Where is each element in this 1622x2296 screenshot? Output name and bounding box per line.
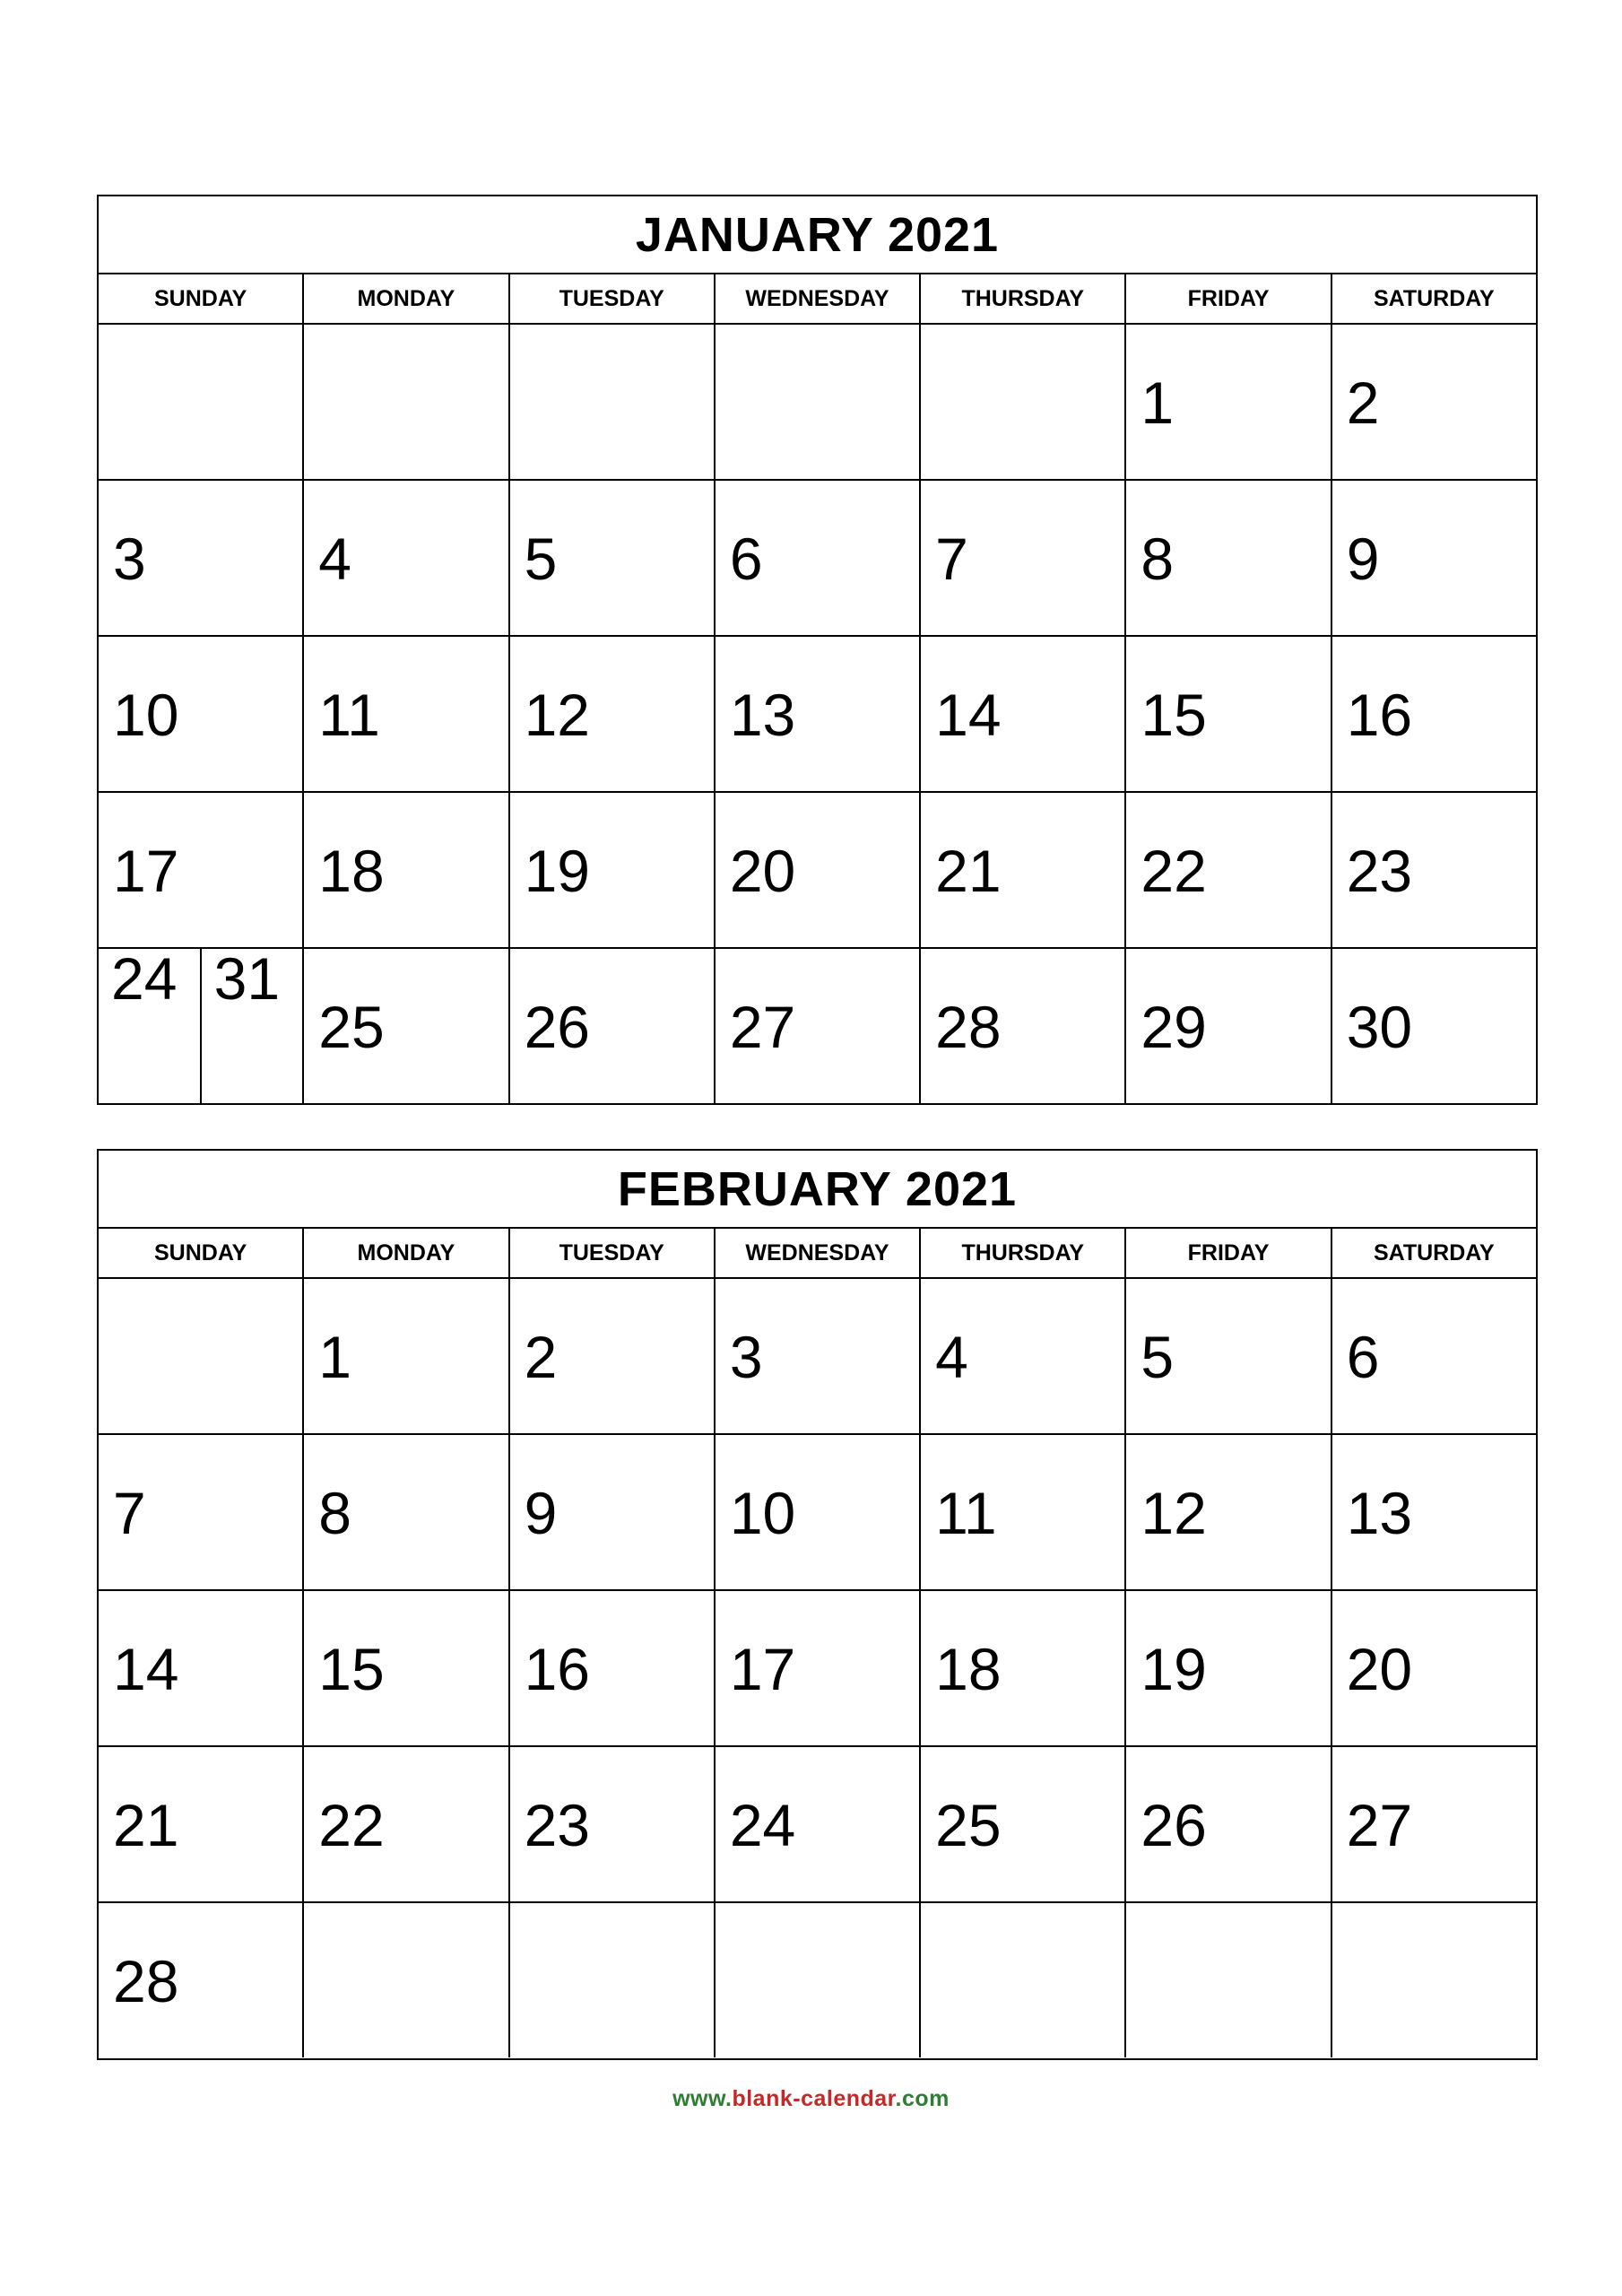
day-cell [716,1591,921,1745]
day-number: 19 [1141,1636,1207,1702]
day-cell [716,325,921,479]
day-number: 24 [111,945,178,1012]
day-number: 8 [318,1480,351,1546]
day-cell [304,1435,509,1589]
day-number: 7 [113,1480,146,1546]
day-cell [510,1903,716,2057]
day-cell [921,637,1126,791]
weekday-label: SUNDAY [99,1229,304,1277]
day-number: 6 [1346,1324,1380,1390]
day-number: 21 [113,1792,179,1858]
day-number: 29 [1141,994,1207,1060]
day-number: 3 [729,1324,763,1390]
day-cell [510,1747,716,1901]
day-cell [510,1435,716,1589]
day-cell [304,793,509,947]
day-cell [99,637,304,791]
day-number [99,1279,113,1433]
weekday-label: FRIDAY [1126,274,1331,323]
day-cell [921,1279,1126,1433]
day-number [510,1903,525,2057]
day-number: 13 [729,682,796,748]
day-cell [1332,1591,1536,1745]
day-number: 12 [1141,1480,1207,1546]
day-number: 6 [729,526,763,592]
day-number [921,325,935,479]
day-cell [510,481,716,635]
day-cell [1126,949,1331,1103]
day-cell [304,1747,509,1901]
day-number: 28 [113,1948,179,2014]
day-cell [1126,793,1331,947]
day-cell [304,1279,509,1433]
week-row [99,793,1536,949]
month-title: JANUARY 2021 [99,196,1536,274]
day-number: 2 [1346,370,1380,436]
day-number: 31 [213,945,281,1012]
day-number: 10 [729,1480,796,1546]
day-number: 21 [935,838,1002,904]
day-number: 20 [1346,1636,1413,1702]
weekday-label: TUESDAY [510,1229,716,1277]
day-number: 7 [935,526,968,592]
day-number: 22 [1141,838,1207,904]
day-number: 12 [524,682,590,748]
day-cell [99,1591,304,1745]
split-day-half [200,945,303,1103]
day-cell [510,1279,716,1433]
day-cell [510,793,716,947]
day-cell [99,481,304,635]
day-number: 18 [935,1636,1002,1702]
day-cell [716,1435,921,1589]
february-calendar [97,1149,1538,2060]
day-number: 1 [318,1324,351,1390]
day-cell [99,1747,304,1901]
day-cell [1126,481,1331,635]
day-number: 23 [524,1792,590,1858]
weekday-label: SUNDAY [99,274,304,323]
day-number: 25 [318,994,385,1060]
day-number: 9 [524,1480,558,1546]
day-number [1332,1903,1347,2057]
day-cell [304,481,509,635]
day-number: 19 [524,838,590,904]
day-cell [1332,1747,1536,1901]
weekday-header-row [99,274,1536,325]
day-cell [510,1591,716,1745]
day-number: 8 [1141,526,1175,592]
day-number [99,325,113,479]
week-row [99,945,1536,1103]
weekday-label: WEDNESDAY [716,274,921,323]
week-row [99,481,1536,637]
day-cell [1126,1591,1331,1745]
weekday-label: MONDAY [304,1229,509,1277]
day-cell [921,793,1126,947]
split-day-half [99,945,200,1103]
day-number: 15 [1141,682,1207,748]
day-cell [1332,1279,1536,1433]
day-number: 30 [1346,994,1413,1060]
day-number: 26 [1141,1792,1207,1858]
footer-url-link[interactable] [0,2086,1622,2112]
day-cell [304,949,509,1103]
week-row [99,1591,1536,1747]
day-number: 27 [729,994,796,1060]
day-number: 13 [1346,1480,1413,1546]
day-cell [921,1747,1126,1901]
day-number [304,325,318,479]
day-number: 4 [935,1324,968,1390]
day-number: 26 [524,994,590,1060]
day-cell [1332,1435,1536,1589]
day-cell [921,1591,1126,1745]
day-cell [510,949,716,1103]
day-number [716,1903,730,2057]
day-number: 11 [935,1480,997,1546]
day-number: 1 [1141,370,1175,436]
day-number: 14 [113,1636,179,1702]
day-cell [1332,1903,1536,2057]
weekday-label: SATURDAY [1373,1239,1495,1265]
day-cell [1126,1435,1331,1589]
day-cell [1332,325,1536,479]
day-cell [716,637,921,791]
day-cell [716,949,921,1103]
day-cell [99,1903,304,2057]
url-prefix: www. [672,2086,733,2111]
week-row [99,1279,1536,1435]
day-cell [510,325,716,479]
day-cell [304,1903,509,2057]
day-number: 5 [1141,1324,1175,1390]
day-number: 18 [318,838,385,904]
day-cell [99,1279,304,1433]
day-number: 15 [318,1636,385,1702]
day-number: 3 [113,526,146,592]
weekday-label: MONDAY [304,274,509,323]
day-cell [1332,481,1536,635]
day-number: 16 [524,1636,590,1702]
day-cell [1126,1279,1331,1433]
day-cell [1126,1903,1331,2057]
day-cell [1126,1747,1331,1901]
week-row [99,325,1536,481]
day-cell [99,1435,304,1589]
day-number: 4 [318,526,351,592]
day-cell [716,481,921,635]
day-cell-split [99,945,304,1103]
week-row [99,637,1536,793]
day-number: 17 [113,838,179,904]
day-cell [716,1903,921,2057]
day-number: 17 [729,1636,796,1702]
day-cell [1126,325,1331,479]
week-row [99,1435,1536,1591]
url-name: blank-calendar [732,2086,896,2111]
day-number [304,1903,318,2057]
weekday-label: SATURDAY [1373,285,1495,311]
day-cell [716,793,921,947]
day-number [510,325,525,479]
weekday-label: FRIDAY [1126,1229,1331,1277]
day-number: 9 [1346,526,1380,592]
day-number: 11 [318,682,380,748]
day-cell [1332,793,1536,947]
day-number [921,1903,935,2057]
day-number: 23 [1346,838,1413,904]
weekday-label: THURSDAY [921,1229,1126,1277]
week-row [99,1747,1536,1903]
day-cell [99,325,304,479]
day-number [1126,1903,1141,2057]
day-cell [1332,637,1536,791]
day-cell [716,1279,921,1433]
weekday-label: WEDNESDAY [716,1229,921,1277]
weekday-header-row [99,1229,1536,1279]
day-cell [921,481,1126,635]
day-number: 2 [524,1324,558,1390]
day-number: 16 [1346,682,1413,748]
day-cell [921,949,1126,1103]
day-number: 24 [729,1792,796,1858]
weekday-label: TUESDAY [510,274,716,323]
day-cell [921,325,1126,479]
day-cell [716,1747,921,1901]
day-cell [304,1591,509,1745]
day-number [716,325,730,479]
day-number: 28 [935,994,1002,1060]
january-calendar [97,195,1538,1105]
url-suffix: .com [895,2086,950,2111]
month-title: FEBRUARY 2021 [99,1151,1536,1229]
day-number: 14 [935,682,1002,748]
day-cell [1332,949,1536,1103]
day-number: 22 [318,1792,385,1858]
day-cell [921,1435,1126,1589]
day-cell [1126,637,1331,791]
day-number: 5 [524,526,558,592]
day-number: 10 [113,682,179,748]
day-number: 20 [729,838,796,904]
day-number: 25 [935,1792,1002,1858]
day-cell [921,1903,1126,2057]
day-cell [304,325,509,479]
day-number: 27 [1346,1792,1413,1858]
weekday-label: THURSDAY [921,274,1126,323]
week-row [99,1903,1536,2057]
day-cell [510,637,716,791]
day-cell [304,637,509,791]
